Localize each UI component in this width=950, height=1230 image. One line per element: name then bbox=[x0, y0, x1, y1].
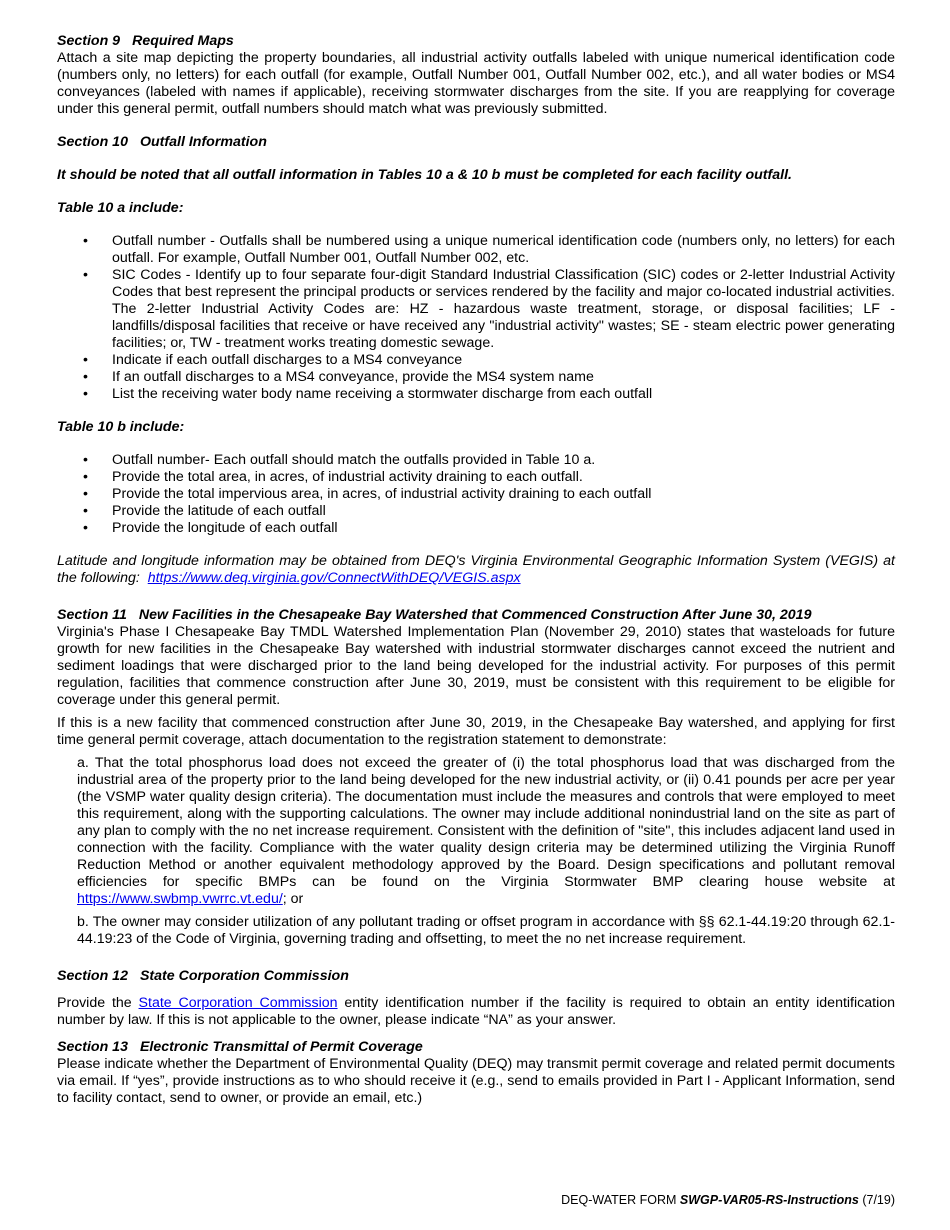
bullet-icon: • bbox=[83, 352, 88, 368]
document-page bbox=[57, 33, 895, 1107]
section-11-paragraph-2: If this is a new facility that commenced construction after June 30, 2019, in the Chesapeake Bay watershed, and applying for first time general permit coverage, attach documentation to the registration statement to demonstrate: bbox=[57, 715, 895, 748]
section-11-item-b: b. The owner may consider utilization of any pollutant trading or offset program in accordance with §§ 62.1-44.19:20 through 62.1-44.19:23 of the Code of Virginia, governing trading and offsetting, to meet the no net increase requirement. bbox=[77, 914, 895, 947]
table-10a-list bbox=[57, 233, 895, 403]
scc-link[interactable]: State Corporation Commission bbox=[138, 995, 338, 1011]
section-9-body: Attach a site map depicting the property boundaries, all industrial activity outfalls labeled with unique numerical identification code (numbers only, no letters) for each outfall (for example, Outfall Number 001, Outfall Number 002, etc.), and all water bodies or MS4 conveyances (labeled with names if applicable), receiving stormwater discharges from the site. If you are reapplying for coverage under this general permit, outfall numbers should match what was previously submitted. bbox=[57, 50, 895, 117]
page-footer bbox=[561, 1192, 895, 1209]
bullet-icon: • bbox=[83, 503, 88, 519]
section-11-heading bbox=[57, 607, 895, 624]
bullet-icon: • bbox=[83, 486, 88, 502]
section-12-number: Section 12 bbox=[57, 968, 128, 984]
footer-prefix: DEQ-WATER FORM bbox=[561, 1193, 677, 1207]
section-12-heading bbox=[57, 968, 895, 985]
table-10a-heading: Table 10 a include: bbox=[57, 200, 184, 216]
section-10-heading bbox=[57, 134, 895, 151]
section-11-paragraph-1: Virginia's Phase I Chesapeake Bay TMDL Watershed Implementation Plan (November 29, 2010) states that wasteloads for future growth for new facilities in the Chesapeake Bay watershed with industrial stormwater discharges cannot exceed the nutrient and sediment loadings that were discharged prior to the land being developed for the industrial activity. For purposes of this permit regulation, facilities that commence construction after June 30, 2019, must be consistent with this requirement to be eligible for coverage under this general permit. bbox=[57, 624, 895, 708]
section-10-number: Section 10 bbox=[57, 134, 128, 150]
list-item: • Provide the longitude of each outfall bbox=[83, 520, 338, 536]
list-item: • Provide the total impervious area, in acres, of industrial activity draining to each outfall bbox=[83, 486, 652, 502]
bullet-icon: • bbox=[83, 452, 88, 468]
section-12-title: State Corporation Commission bbox=[139, 968, 349, 984]
list-item: • If an outfall discharges to a MS4 conveyance, provide the MS4 system name bbox=[83, 369, 594, 385]
list-item: • Indicate if each outfall discharges to a MS4 conveyance bbox=[83, 352, 463, 368]
section-11-number: Section 11 bbox=[57, 607, 127, 623]
list-item: • Outfall number- Each outfall should match the outfalls provided in Table 10 a. bbox=[83, 452, 596, 468]
bullet-icon: • bbox=[83, 520, 88, 536]
section-11-item-a: a. That the total phosphorus load does not exceed the greater of (i) the total phosphorus load that was discharged from the industrial area of the property prior to the land being developed for the new industrial activity, or (ii) 0.41 pounds per acre per year (the VSMP water quality design criteria). The documentation must include the measures and controls that were employed to meet this requirement, along with the supporting calculations. The owner may include additional nonindustrial land on the site as part of any plan to comply with the no net increase requirement. Consistent with the definition of "site", this includes adjacent land used in connection with the facility. Compliance with the water quality design criteria may be determined utilizing the Virginia Runoff Reduction Method or another equivalent methodology approved by the Board. Design specifications and pollutant removal efficiencies for specific BMPs can be found on the Virginia Stormwater BMP clearing house website at https://www.swbmp.vwrrc.vt.edu/; or bbox=[77, 755, 895, 907]
latlong-paragraph: Latitude and longitude information may be obtained from DEQ's Virginia Environmental Geographic Information System (VEGIS) at the following: https://www.deq.virginia.gov/ConnectWithDEQ/VEGIS.aspx bbox=[57, 553, 895, 586]
section-9-number: Section 9 bbox=[57, 33, 121, 49]
footer-form-id: SWGP-VAR05-RS-Instructions bbox=[679, 1193, 859, 1207]
section-12-body: Provide the State Corporation Commission entity identification number if the facility is required to obtain an entity identification number by law. If this is not applicable to the owner, please indicate “NA” as your answer. bbox=[57, 995, 896, 1028]
list-item: • Provide the total area, in acres, of industrial activity draining to each outfall. bbox=[83, 469, 583, 485]
bullet-icon: • bbox=[83, 369, 88, 385]
list-item: • SIC Codes - Identify up to four separate four-digit Standard Industrial Classification (SIC) codes or 2-letter Industrial Activity Codes that best represent the principal products or services rendered by the facility and major co-located industrial activities. The 2-letter Industrial Activity Codes are: HZ - hazardous waste treatment, storage, or disposal facilities; LF - landfills/disposal facilities that receive or have received any "industrial activity" wastes; SE - steam electric power generating facilities; or, TW - treatment works treating domestic sewage. bbox=[83, 267, 895, 351]
bullet-icon: • bbox=[83, 386, 88, 402]
list-item: • Outfall number - Outfalls shall be numbered using a unique numerical identification code (numbers only, no letters) for each outfall. For example, Outfall Number 001, Outfall Number 002, etc. bbox=[83, 233, 895, 266]
section-9-heading bbox=[57, 33, 895, 50]
table-10b-list bbox=[57, 452, 895, 537]
section-13-body: Please indicate whether the Department of Environmental Quality (DEQ) may transmit permit coverage and related permit documents via email. If “yes”, provide instructions as to who should receive it (e.g., send to emails provided in Part I - Applicant Information, send to facility contact, send to owner, or provide an email, etc.) bbox=[57, 1056, 895, 1106]
footer-date: (7/19) bbox=[862, 1193, 895, 1207]
bullet-icon: • bbox=[83, 469, 88, 485]
section-9-title: Required Maps bbox=[132, 33, 234, 49]
vegis-link[interactable]: https://www.deq.virginia.gov/ConnectWithDEQ/VEGIS.aspx bbox=[147, 570, 521, 586]
section-13-heading bbox=[57, 1039, 895, 1056]
section-11-title: New Facilities in the Chesapeake Bay Watershed that Commenced Construction After June 30, 2019 bbox=[138, 607, 812, 623]
table-10b-heading: Table 10 b include: bbox=[57, 419, 185, 435]
section-10-title: Outfall Information bbox=[139, 134, 267, 150]
bullet-icon: • bbox=[83, 233, 88, 249]
section-10-note: It should be noted that all outfall information in Tables 10 a & 10 b must be completed for each facility outfall. bbox=[57, 167, 792, 183]
section-13-title: Electronic Transmittal of Permit Coverage bbox=[139, 1039, 423, 1055]
list-item: • List the receiving water body name receiving a stormwater discharge from each outfall bbox=[83, 386, 653, 402]
bullet-icon: • bbox=[83, 267, 88, 283]
swbmp-link[interactable]: https://www.swbmp.vwrrc.vt.edu/ bbox=[77, 891, 283, 907]
section-13-number: Section 13 bbox=[57, 1039, 128, 1055]
list-item: • Provide the latitude of each outfall bbox=[83, 503, 326, 519]
